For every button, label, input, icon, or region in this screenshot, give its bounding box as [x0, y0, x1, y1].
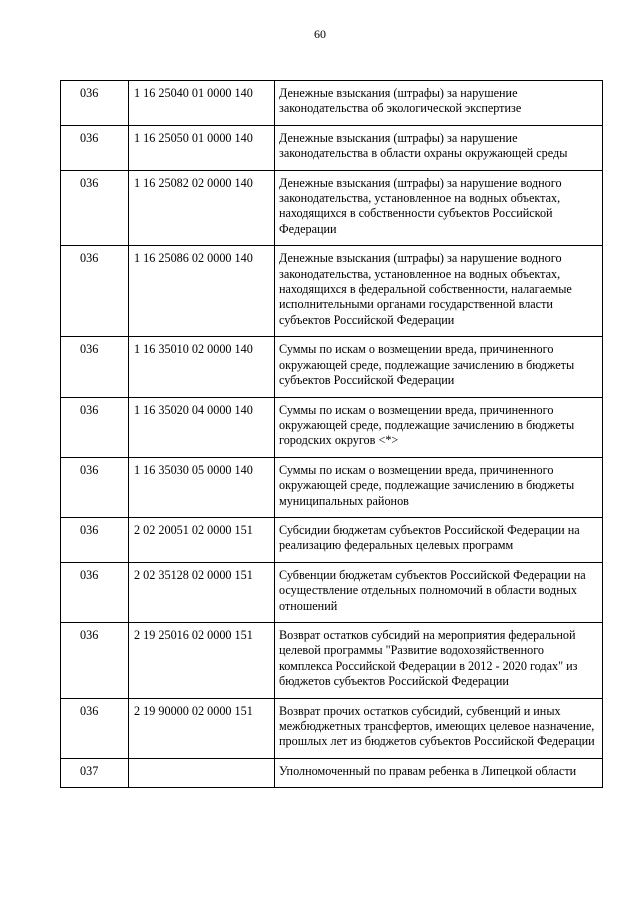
revenue-name-cell: Возврат остатков субсидий на мероприятия федеральной целевой программы "Развитие водохозяйственного комплекса Российской Федерации в 2012 - 2020 годах" из бюджетов субъектов Российской Федерации: [275, 622, 603, 698]
admin-code-cell: 036: [61, 81, 129, 126]
revenue-name-cell: Суммы по искам о возмещении вреда, причиненного окружающей среде, подлежащие зачислению в бюджеты субъектов Российской Федерации: [275, 337, 603, 397]
table-row: [61, 246, 603, 337]
admin-code-cell: 036: [61, 622, 129, 698]
admin-code-cell: 036: [61, 337, 129, 397]
revenue-code-cell: 2 19 90000 02 0000 151: [129, 698, 275, 758]
table-body: [61, 81, 603, 788]
table-row: [61, 698, 603, 758]
table-row: [61, 337, 603, 397]
table-row: [61, 562, 603, 622]
table-row: [61, 457, 603, 517]
admin-code-cell: 036: [61, 170, 129, 246]
revenue-name-cell: Субсидии бюджетам субъектов Российской Федерации на реализацию федеральных целевых программ: [275, 517, 603, 562]
revenue-name-cell: Возврат прочих остатков субсидий, субвенций и иных межбюджетных трансфертов, имеющих целевое назначение, прошлых лет из бюджетов субъектов Российской Федерации: [275, 698, 603, 758]
revenue-codes-table: [60, 80, 603, 788]
revenue-code-cell: 2 02 35128 02 0000 151: [129, 562, 275, 622]
table-row: [61, 622, 603, 698]
revenue-name-cell: Денежные взыскания (штрафы) за нарушение законодательства об экологической экспертизе: [275, 81, 603, 126]
revenue-code-cell: 1 16 35020 04 0000 140: [129, 397, 275, 457]
admin-code-cell: 036: [61, 698, 129, 758]
admin-code-cell: 036: [61, 517, 129, 562]
admin-code-cell: 036: [61, 125, 129, 170]
revenue-code-cell: 1 16 25040 01 0000 140: [129, 81, 275, 126]
revenue-code-cell: 1 16 25082 02 0000 140: [129, 170, 275, 246]
table-row: [61, 397, 603, 457]
page-number: 60: [314, 27, 326, 41]
revenue-name-cell: Субвенции бюджетам субъектов Российской Федерации на осуществление отдельных полномочий в области водных отношений: [275, 562, 603, 622]
admin-code-cell: 036: [61, 457, 129, 517]
revenue-name-cell: Суммы по искам о возмещении вреда, причиненного окружающей среде, подлежащие зачислению в бюджеты городских округов <*>: [275, 397, 603, 457]
revenue-code-cell: 1 16 25050 01 0000 140: [129, 125, 275, 170]
table-row: [61, 81, 603, 126]
revenue-code-cell: 1 16 35030 05 0000 140: [129, 457, 275, 517]
admin-code-cell: 036: [61, 397, 129, 457]
admin-code-cell: 036: [61, 562, 129, 622]
revenue-code-cell: 2 19 25016 02 0000 151: [129, 622, 275, 698]
admin-code-cell: 036: [61, 246, 129, 337]
table-row: [61, 758, 603, 787]
table-row: [61, 170, 603, 246]
revenue-name-cell: Уполномоченный по правам ребенка в Липецкой области: [275, 758, 603, 787]
revenue-name-cell: Денежные взыскания (штрафы) за нарушение законодательства в области охраны окружающей среды: [275, 125, 603, 170]
admin-code-cell: 037: [61, 758, 129, 787]
revenue-code-cell: 2 02 20051 02 0000 151: [129, 517, 275, 562]
revenue-code-cell: 1 16 25086 02 0000 140: [129, 246, 275, 337]
revenue-name-cell: Денежные взыскания (штрафы) за нарушение водного законодательства, установленное на водных объектах, находящихся в собственности субъектов Российской Федерации: [275, 170, 603, 246]
revenue-name-cell: Суммы по искам о возмещении вреда, причиненного окружающей среде, подлежащие зачислению в бюджеты муниципальных районов: [275, 457, 603, 517]
revenue-code-cell: [129, 758, 275, 787]
table-row: [61, 125, 603, 170]
table-row: [61, 517, 603, 562]
revenue-code-cell: 1 16 35010 02 0000 140: [129, 337, 275, 397]
revenue-name-cell: Денежные взыскания (штрафы) за нарушение водного законодательства, установленное на водных объектах, находящихся в федеральной собственности, налагаемые исполнительными органами государственной власти субъектов Российской Федерации: [275, 246, 603, 337]
